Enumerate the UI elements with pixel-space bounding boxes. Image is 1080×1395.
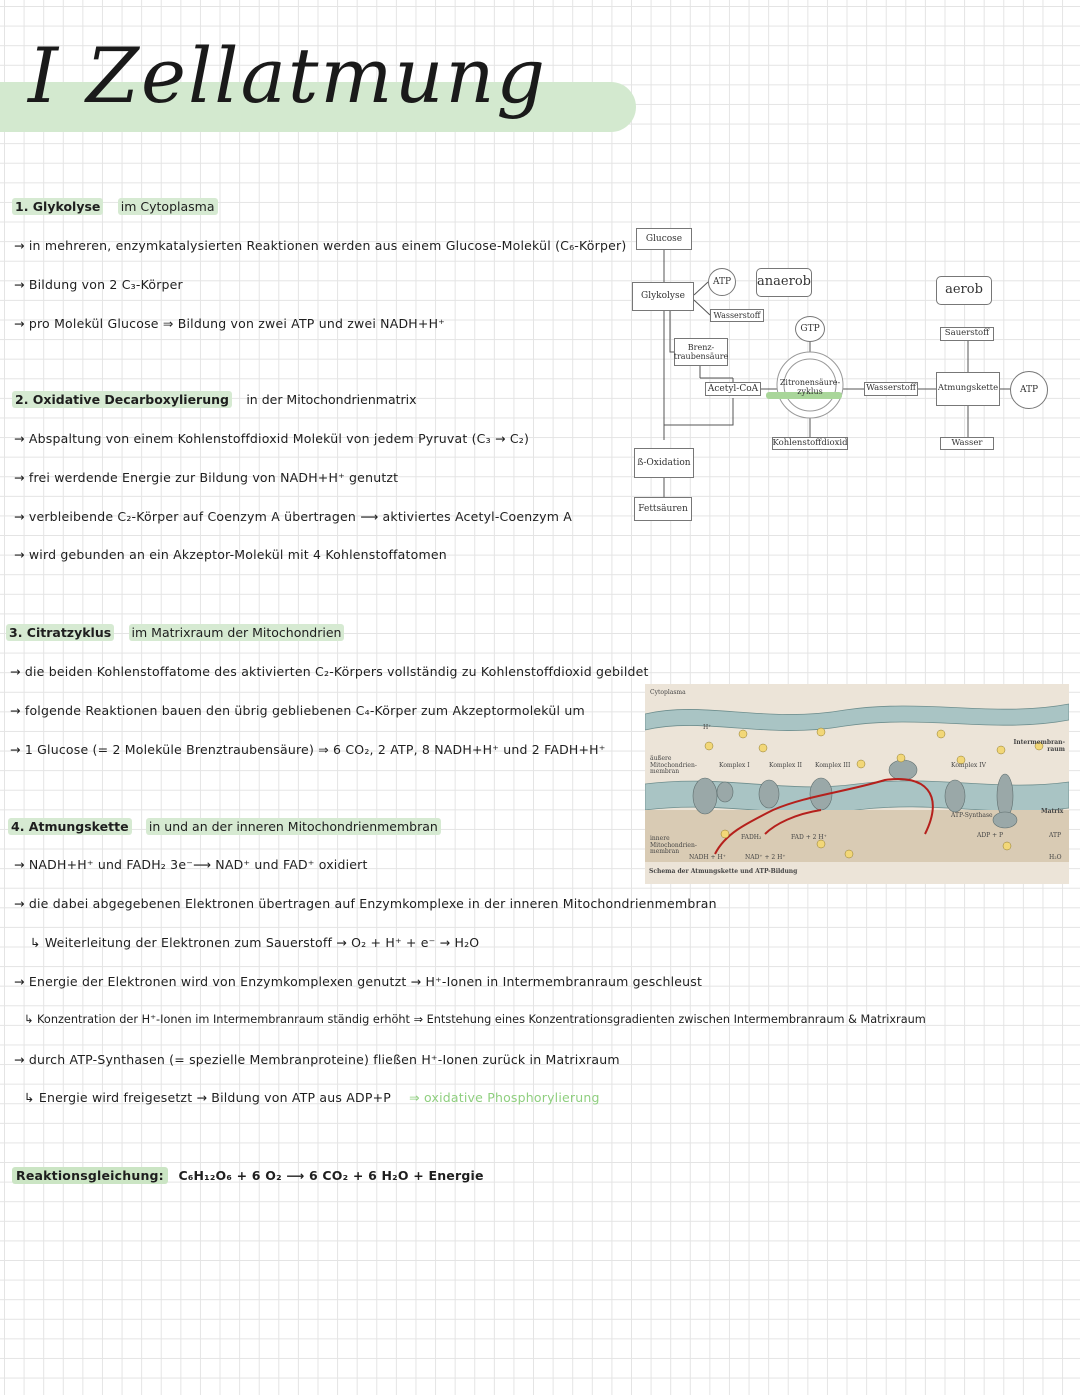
label-h-ion: H⁺	[703, 724, 712, 731]
equation-formula: C₆H₁₂O₆ + 6 O₂ ⟶ 6 CO₂ + 6 H₂O + Energie	[178, 1168, 484, 1183]
flow-sauerstoff: Sauerstoff	[940, 327, 994, 341]
atmungskette-figure	[645, 684, 1069, 884]
text-line: → 1 Glucose (= 2 Moleküle Brenztraubensäure) ⇒ 6 CO₂, 2 ATP, 8 NADH+H⁺ und 2 FADH+H⁺	[10, 742, 606, 757]
text-line: ↳ Weiterleitung der Elektronen zum Sauerstoff → O₂ + H⁺ + e⁻ → H₂O	[30, 935, 480, 950]
text-line: → die beiden Kohlenstoffatome des aktivierten C₂-Körpers vollständig zu Kohlenstoffdioxid gebildet	[10, 664, 649, 679]
heading-location: in und an der inneren Mitochondrienmembran	[146, 818, 441, 835]
highlight-arrow: ⇒	[409, 1090, 420, 1105]
label-h2o: H₂O	[1049, 854, 1062, 861]
text-line: → pro Molekül Glucose ⇒ Bildung von zwei ATP und zwei NADH+H⁺	[14, 316, 445, 331]
label-atp: ATP	[1049, 832, 1062, 839]
flow-wasserstoff1: Wasserstoff	[710, 309, 764, 322]
text-line: → die dabei abgegebenen Elektronen übertragen auf Enzymkomplexe in der inneren Mitochondrienmembran	[14, 896, 717, 911]
flow-atp2: ATP	[1010, 371, 1048, 409]
text-line: → NADH+H⁺ und FADH₂ 3e⁻⟶ NAD⁺ und FAD⁺ oxidiert	[14, 857, 368, 872]
flow-b-oxidation: ß-Oxidation	[634, 448, 694, 478]
text-line-phosphorylierung	[24, 1090, 600, 1105]
heading-location: in der Mitochondrienmatrix	[246, 392, 417, 407]
text-line: → Bildung von 2 C₃-Körper	[14, 277, 183, 292]
label-komplex1: Komplex I	[719, 762, 750, 769]
label-nadh: NADH + H⁺	[689, 854, 726, 861]
label-aeussere-membran: äußere Mitochondrien-membran	[650, 755, 697, 776]
flow-glucose: Glucose	[636, 228, 692, 250]
flow-atmungskette: Atmungskette	[936, 372, 1000, 406]
label-komplex3: Komplex III	[815, 762, 851, 769]
flow-wasserstoff2: Wasserstoff	[864, 382, 918, 396]
text-line: → Abspaltung von einem Kohlenstoffdioxid Molekül von jedem Pyruvat (C₃ → C₂)	[14, 431, 530, 446]
label-cytoplasma: Cytoplasma	[650, 689, 686, 696]
flow-atp1: ATP	[708, 268, 736, 296]
equation-label: Reaktionsgleichung:	[12, 1167, 168, 1184]
label-nad: NAD⁺ + 2 H⁺	[745, 854, 786, 861]
text-line: → frei werdende Energie zur Bildung von NADH+H⁺ genutzt	[14, 470, 399, 485]
text-line: → folgende Reaktionen bauen den übrig gebliebenen C₄-Körper zum Akzeptormolekül um	[10, 703, 585, 718]
heading-label: 1. Glykolyse	[12, 198, 103, 215]
flow-fettsaeuren: Fettsäuren	[634, 497, 692, 521]
section-atmungskette-heading	[8, 819, 441, 834]
heading-location: im Matrixraum der Mitochondrien	[129, 624, 345, 641]
label-intermembranraum: Intermembran-raum	[1013, 739, 1065, 753]
text-line: → Energie der Elektronen wird von Enzymkomplexen genutzt → H⁺-Ionen in Intermembranraum geschleust	[14, 974, 703, 989]
flow-acetyl-coa: Acetyl-CoA	[705, 382, 761, 396]
page-title: I Zellatmung	[28, 31, 548, 120]
flow-kohlenstoffdioxid: Kohlenstoffdioxid	[772, 437, 848, 450]
label-atp-synthase: ATP-Synthase	[951, 812, 993, 819]
heading-label: 3. Citratzyklus	[6, 624, 114, 641]
flow-gtp: GTP	[795, 316, 825, 342]
label-komplex4: Komplex IV	[951, 762, 986, 769]
flow-aerob: aerob	[936, 276, 992, 305]
flow-diagram-connectors	[0, 0, 1080, 530]
figure-caption: Schema der Atmungskette und ATP-Bildung	[649, 868, 798, 875]
equation	[12, 1168, 484, 1183]
text-line: ↳ Energie wird freigesetzt → Bildung von ATP aus ADP+P	[24, 1090, 391, 1105]
label-fad: FAD + 2 H⁺	[791, 834, 827, 841]
section-citratzyklus-heading	[6, 625, 344, 640]
flow-glykolyse: Glykolyse	[632, 282, 694, 311]
label-adp: ADP + P	[977, 832, 1004, 839]
label-matrix: Matrix	[1041, 808, 1064, 815]
flow-wasser: Wasser	[940, 437, 994, 450]
flow-brenztraubensaeure: Brenz-traubensäure	[674, 338, 728, 366]
text-line: → wird gebunden an ein Akzeptor-Molekül mit 4 Kohlenstoffatomen	[14, 547, 447, 562]
label-innere-membran: innere Mitochondrien-membran	[650, 835, 697, 856]
highlight-text: oxidative Phosphorylierung	[424, 1090, 600, 1105]
label-komplex2: Komplex II	[769, 762, 802, 769]
flow-anaerob: anaerob	[756, 268, 812, 297]
text-line: → in mehreren, enzymkatalysierten Reaktionen werden aus einem Glucose-Molekül (C₆-Körper)	[14, 238, 627, 253]
flow-zitronensaeurezyklus: Zitronensäure-zyklus	[779, 377, 841, 396]
text-line: → durch ATP-Synthasen (= spezielle Membranproteine) fließen H⁺-Ionen zurück in Matrixraum	[14, 1052, 620, 1067]
label-fadh2: FADH₂	[741, 834, 762, 841]
text-line: ↳ Konzentration der H⁺-Ionen im Intermembranraum ständig erhöht ⇒ Entstehung eines Konzentrationsgradienten zwischen Intermembranraum & Matrixraum	[24, 1013, 926, 1026]
text-line: → verbleibende C₂-Körper auf Coenzym A übertragen ⟶ aktiviertes Acetyl-Coenzym A	[14, 509, 572, 524]
heading-label: 4. Atmungskette	[8, 818, 132, 835]
heading-label: 2. Oxidative Decarboxylierung	[12, 391, 232, 408]
heading-location: im Cytoplasma	[118, 198, 218, 215]
